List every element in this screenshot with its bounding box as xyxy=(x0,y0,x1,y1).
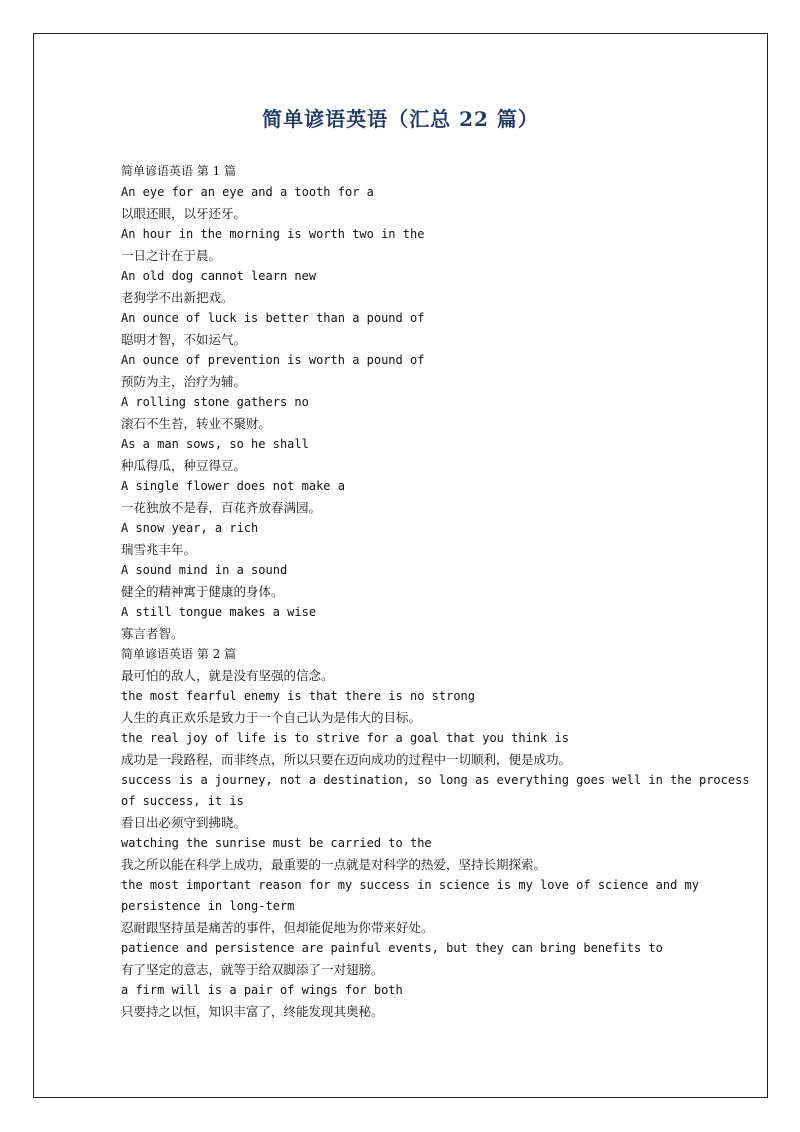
english-line: A rolling stone gathers no xyxy=(121,395,309,409)
chinese-line: 寡言者智。 xyxy=(121,626,184,641)
english-line: An ounce of prevention is worth a pound of xyxy=(121,353,425,367)
english-line: persistence in long-term xyxy=(121,899,295,913)
chinese-line: 人生的真正欢乐是致力于一个自己认为是伟大的目标。 xyxy=(121,710,422,725)
english-line: of success, it is xyxy=(121,794,244,808)
chinese-line: 最可怕的敌人，就是没有坚强的信念。 xyxy=(121,668,334,683)
english-line: the most fearful enemy is that there is no strong xyxy=(121,689,476,703)
chinese-line: 以眼还眼，以牙还牙。 xyxy=(121,206,247,221)
english-line: patience and persistence are painful events, but they can bring benefits to xyxy=(121,941,663,955)
english-line: As a man sows, so he shall xyxy=(121,437,309,451)
english-line: An hour in the morning is worth two in the xyxy=(121,227,425,241)
section-heading: 简单谚语英语 第 2 篇 xyxy=(121,647,237,661)
english-line: the most important reason for my success in science is my love of science and my xyxy=(121,878,699,892)
chinese-line: 我之所以能在科学上成功，最重要的一点就是对科学的热爱，坚持长期探索。 xyxy=(121,857,547,872)
section-heading: 简单谚语英语 第 1 篇 xyxy=(121,164,237,178)
english-line: the real joy of life is to strive for a goal that you think is xyxy=(121,731,569,745)
chinese-line: 老狗学不出新把戏。 xyxy=(121,290,234,305)
chinese-line: 只要持之以恒，知识丰富了，终能发现其奥秘。 xyxy=(121,1004,384,1019)
english-line: A still tongue makes a wise xyxy=(121,605,317,619)
chinese-line: 聪明才智，不如运气。 xyxy=(121,332,247,347)
english-line: success is a journey, not a destination, so long as everything goes well in the process xyxy=(121,773,750,787)
english-line: An ounce of luck is better than a pound of xyxy=(121,311,425,325)
chinese-line: 滚石不生苔，转业不聚财。 xyxy=(121,416,272,431)
chinese-line: 预防为主，治疗为辅。 xyxy=(121,374,247,389)
english-line: An eye for an eye and a tooth for a xyxy=(121,185,374,199)
english-line: A sound mind in a sound xyxy=(121,563,288,577)
chinese-line: 瑞雪兆丰年。 xyxy=(121,542,197,557)
chinese-line: 忍耐跟坚持虽是痛苦的事件，但却能促地为你带来好处。 xyxy=(121,920,434,935)
english-line: a firm will is a pair of wings for both xyxy=(121,983,403,997)
document-title: 简单谚语英语（汇总 22 篇） xyxy=(262,107,539,131)
chinese-line: 成功是一段路程，而非终点，所以只要在迈向成功的过程中一切顺利，便是成功。 xyxy=(121,752,572,767)
chinese-line: 种瓜得瓜，种豆得豆。 xyxy=(121,458,247,473)
document-body xyxy=(121,161,750,1022)
english-line: A snow year, a rich xyxy=(121,521,259,535)
chinese-line: 看日出必须守到拂晓。 xyxy=(121,815,247,830)
chinese-line: 健全的精神寓于健康的身体。 xyxy=(121,584,284,599)
chinese-line: 一花独放不是春，百花齐放春满园。 xyxy=(121,500,322,515)
chinese-line: 一日之计在于晨。 xyxy=(121,248,222,263)
english-line: A single flower does not make a xyxy=(121,479,345,493)
chinese-line: 有了坚定的意志，就等于给双脚添了一对翅膀。 xyxy=(121,962,384,977)
english-line: watching the sunrise must be carried to the xyxy=(121,836,432,850)
english-line: An old dog cannot learn new xyxy=(121,269,317,283)
